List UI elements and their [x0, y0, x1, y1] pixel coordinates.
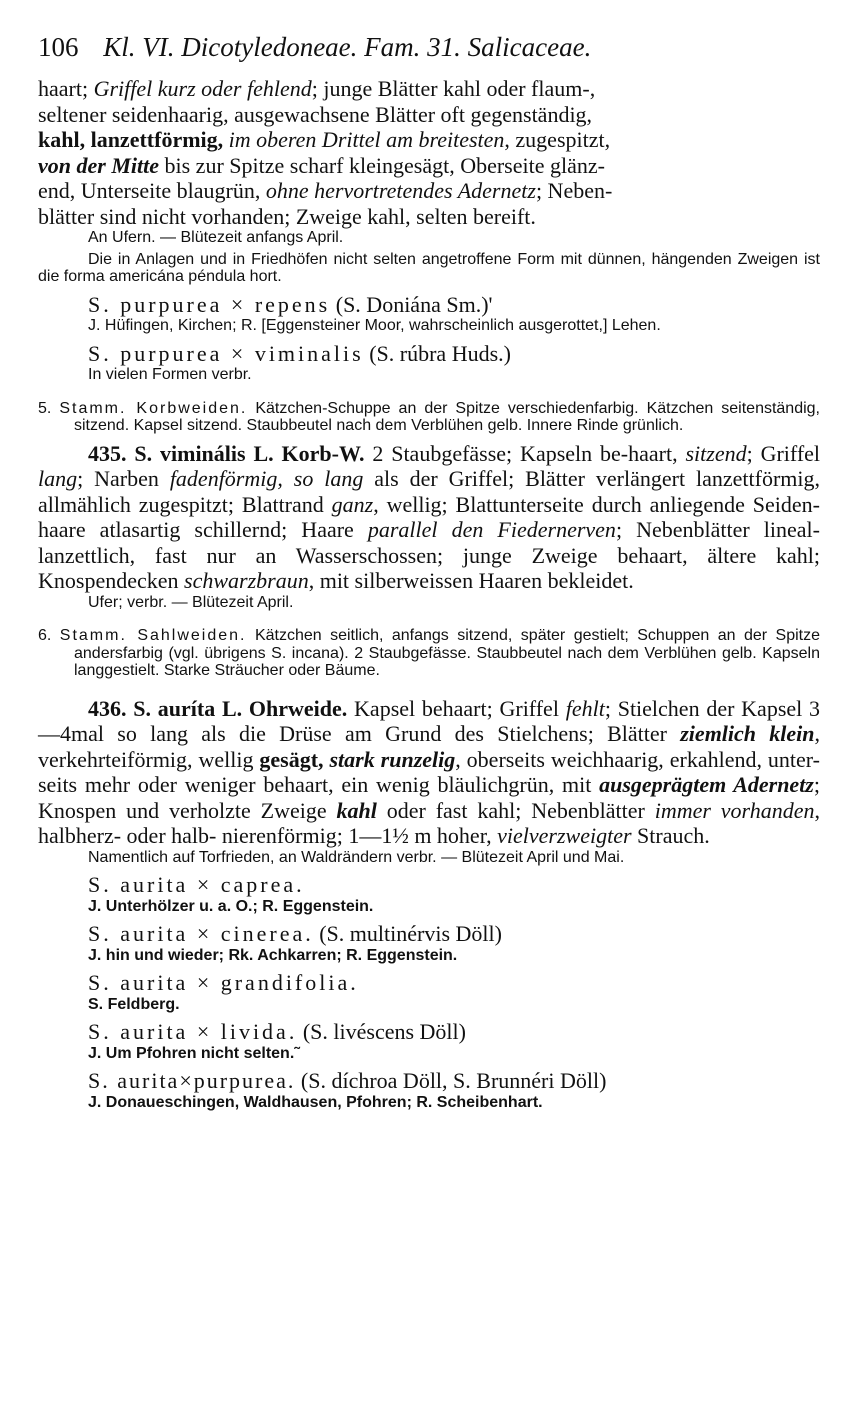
hybrid-name: S. aurita × livida.: [88, 1019, 298, 1044]
hybrid-synonym: (S. Doniána Sm.)': [335, 291, 493, 317]
hybrid-localities: J. Hüfingen, Kirchen; R. [Eggensteiner Moor, wahrscheinlich ausgerottet,] Lehen.: [88, 317, 661, 334]
species-common-name: Ohrweide.: [248, 695, 348, 721]
intro-habitat: An Ufern. — Blütezeit anfangs April.: [88, 229, 344, 246]
hybrid-localities: J. Donaueschingen, Waldhausen, Pfohren; R. Scheibenhart.: [88, 1093, 543, 1111]
hybrid-synonym: (S. multinérvis Döll): [319, 921, 502, 946]
hybrid-localities: In vielen Formen verbr.: [88, 366, 252, 383]
hybrid-entry: [38, 921, 820, 947]
stamm-text: Kätzchen seitlich, anfangs sitzend, später gestielt; Schuppen an der Spitze andersfarbig (vgl. übrigens S. incana). 2 Staubgefässe. Staubbeutel nach dem Verblühen gelb. Kapseln langgestielt. Starke Sträucher oder Bäume.: [74, 627, 820, 679]
hybrid-localities: S. Feldberg.: [88, 995, 180, 1013]
intro-line: seltener seidenhaarig, ausgewachsene Blätter oft gegenständig,: [38, 101, 593, 127]
hybrid-entry: [38, 292, 820, 318]
hybrid-name: S. purpurea × repens: [88, 291, 331, 317]
stamm-number: 5.: [38, 399, 52, 417]
hybrid-localities: J. Unterhölzer u. a. O.; R. Eggenstein.: [88, 897, 374, 915]
stamm-text: Kätzchen-Schuppe an der Spitze verschiedenfarbig. Kätzchen seitenständig, sitzend. Kapsel sitzend. Staubbeutel nach dem Verblühen gelb. Innere Rinde grünlich.: [74, 399, 820, 434]
running-title: Kl. VI. Dicotyledoneae. Fam. 31. Salicaceae.: [103, 32, 592, 62]
species-entry: 435. S. viminális L. Korb-W. 2 Staubgefässe; Kapseln be-haart, sitzend; Griffel lang; Narben fadenförmig, so lang als der Griffel; Blätter verlängert lanzettförmig, allmählich zugespitzt; Blattrand ganz, wellig; Blattunterseite durch anliegende Seiden- haare atlasartig schillernd; Haare parallel den Fiedernerven; Nebenblätter lineal-lanzettlich, fast nur an Wasserschossen; junge Zweige behaart, ältere kahl; Knospendecken schwarzbraun, mit silberweissen Haaren bekleidet.: [38, 440, 821, 593]
running-header: [38, 30, 820, 76]
hybrid-entry: [38, 341, 820, 367]
stamm-title: Stamm. Sahlweiden.: [59, 627, 247, 644]
page-number: 106: [38, 32, 79, 62]
species-number: 436.: [88, 695, 127, 721]
stamm-number: 6.: [38, 627, 52, 644]
intro-line: end, Unterseite blaugrün, ohne hervortretendes Adernetz; Neben-: [38, 178, 613, 203]
stamm-description: [38, 627, 820, 680]
intro-line: haart; Griffel kurz oder fehlend; junge Blätter kahl oder flaum-,: [38, 76, 596, 101]
intro-line: blätter sind nicht vorhanden; Zweige kahl, selten bereift.: [38, 203, 536, 229]
species-entry: 436. S. auríta L. Ohrweide. Kapsel behaart; Griffel fehlt; Stielchen der Kapsel 3—4mal so lang als die Drüse am Grund des Stielchens; Blätter ziemlich klein, verkehrteiförmig, wellig gesägt, stark runzelig, oberseits weichhaarig, erkahlend, unter- seits mehr oder weniger behaart, ein wenig bläulichgrün, mit ausgeprägtem Adernetz; Knospen und verholzte Zweige kahl oder fast kahl; Nebenblätter immer vorhanden, halbherz- oder halb- nierenförmig; 1—1½ m hoher, vielverzweigter Strauch.: [38, 695, 821, 848]
hybrid-synonym: (S. rúbra Huds.): [369, 340, 511, 366]
hybrid-name: S. aurita × grandifolia.: [88, 970, 359, 995]
species-habitat: Namentlich auf Torfrieden, an Waldrändern verbr. — Blütezeit April und Mai.: [88, 848, 625, 866]
book-page: [38, 30, 820, 1111]
hybrid-entry: [38, 872, 820, 898]
hybrid-entry: [38, 1068, 820, 1094]
hybrid-name: S. aurita × caprea.: [88, 872, 305, 897]
intro-line: von der Mitte bis zur Spitze scharf kleingesägt, Oberseite glänz-: [38, 152, 605, 178]
species-common-name: Korb-W.: [281, 440, 365, 466]
species-number: 435.: [88, 440, 127, 466]
hybrid-entry: [38, 970, 820, 996]
hybrid-name: S. aurita × cinerea.: [88, 921, 314, 946]
species-name: S. auríta L.: [133, 695, 243, 721]
hybrid-synonym: (S. díchroa Döll, S. Brunnéri Döll): [300, 1068, 607, 1093]
species-name: S. viminális L.: [134, 440, 274, 466]
hybrid-name: S. purpurea × viminalis: [88, 340, 364, 366]
stamm-description: [38, 400, 820, 435]
hybrid-localities: J. hin und wieder; Rk. Achkarren; R. Eggenstein.: [88, 946, 458, 964]
stamm-title: Stamm. Korbweiden.: [59, 399, 248, 417]
intro-paragraph: [38, 76, 820, 229]
hybrid-synonym: (S. livéscens Döll): [302, 1019, 466, 1044]
intro-line: kahl, lanzettförmig, im oberen Drittel am breitesten, zugespitzt,: [38, 127, 611, 152]
hybrid-entry: [38, 1019, 820, 1045]
intro-note: Die in Anlagen und in Friedhöfen nicht selten angetroffene Form mit dünnen, hängenden Zweigen ist die forma americána péndula hort.: [38, 250, 820, 285]
species-habitat: Ufer; verbr. — Blütezeit April.: [88, 593, 294, 611]
hybrid-localities: J. Um Pfohren nicht selten.˜: [88, 1044, 300, 1062]
hybrid-name: S. aurita×purpurea.: [88, 1068, 296, 1093]
